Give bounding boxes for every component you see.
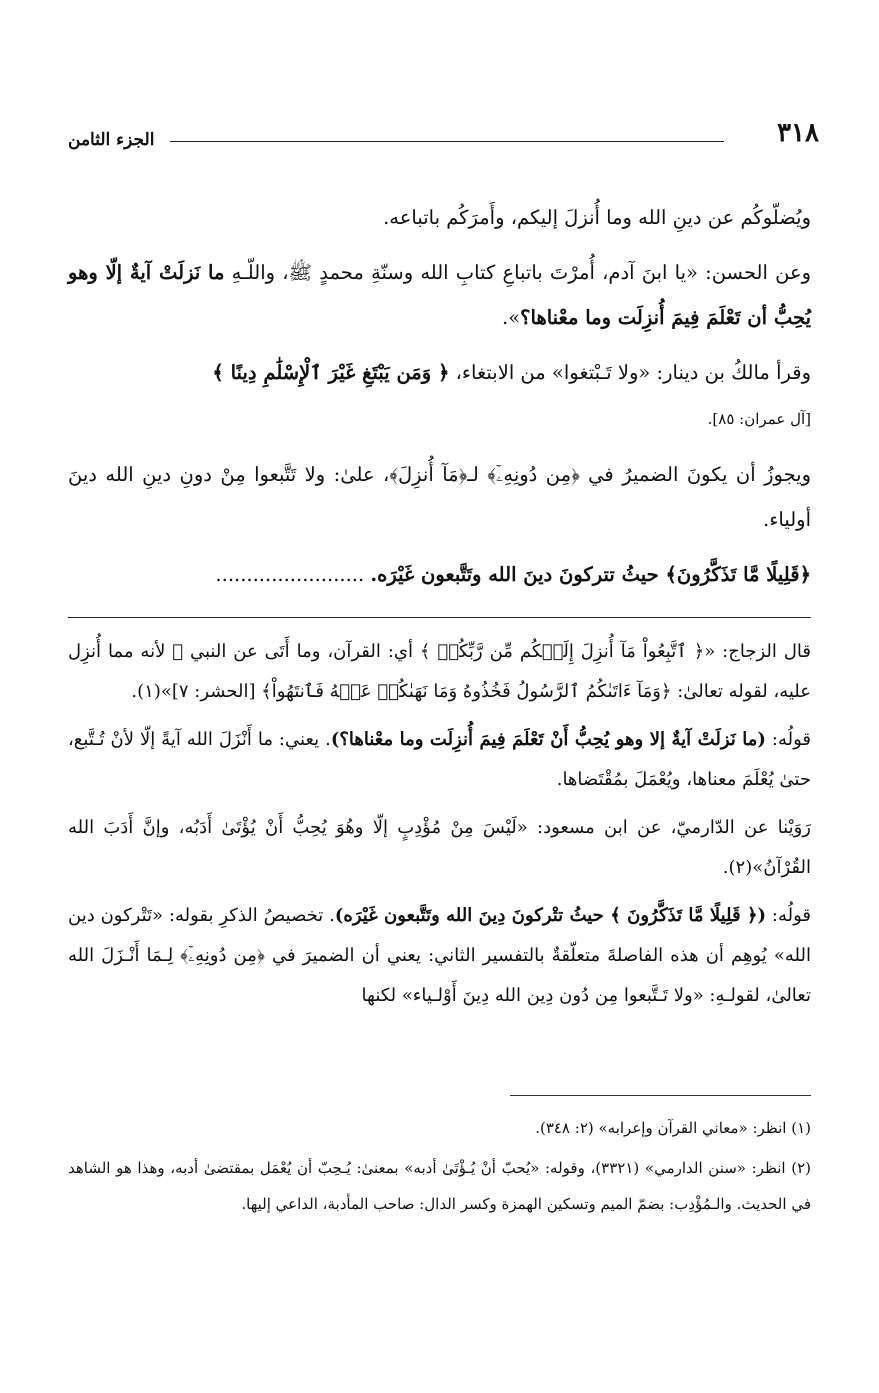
- commentary-text: [68, 632, 811, 1024]
- commentary-explanation: . تخصيصُ الذكرِ بقوله: «تَتْركون دين الله» يُوهِم أن هذه الفاصلةَ متعلّقةٌ بالتفسير الثاني: يعني أن الضميرَ في ﴿مِن دُونِهِۦٓ﴾ لِـمَا أَنْـزَلَ الله تعالىٰ، لقولـهِ: «ولا تَـتَّبعوا مِن دُون دِين الله دِينَ أَوْلـياء» لكنها: [68, 905, 811, 1006]
- footnote-1: (١) انظر: «معاني القرآن وإعرابه» (٢: ٣٤٨).: [535, 1119, 811, 1137]
- main-paragraph-5: [68, 552, 811, 597]
- commentary-explanation: . يعني: ما أَنْزَلَ الله آيةً إلّا لأنْ تُـتَّبع، حتىٰ يُعْلَمَ معناها، ويُعْمَلَ بمُقْتَضاها.: [68, 729, 811, 790]
- main-paragraph-2: [68, 250, 811, 340]
- main-paragraph-1: ويُضلّوكُم عن دينِ الله وما أُنزلَ إليكم، وأَمرَكُم باتباعه.: [383, 206, 811, 229]
- running-title: الجزء الثامن: [68, 130, 155, 150]
- commentary-paragraph-3: رَوَيْنا عن الدّارميّ، عن ابن مسعود: «لَيْسَ مِنْ مُؤْدِبٍ إلّا وهُوَ يُحِبُّ أَنْ يُؤْتَىٰ أَدَبُه، وإنَّ أَدَبَ الله القُرْآنُ»(٢).: [68, 817, 811, 878]
- footnote-2: (٢) انظر: «سنن الدارمي» (٣٣٢١)، وقوله: «يُحبّ أنْ يُـؤْتَىٰ أدبه» بمعنىٰ: يُـحِبّ أن يُعْمَل بمقتضىٰ أدبه، وهذا هو الشاهد في الحديث. والـمُؤْدِب: بضمّ الميم وتسكين الهمزة وكسر الدال: صاحب المأدبة، الداعي إليها.: [68, 1159, 812, 1213]
- section-divider: [68, 617, 811, 618]
- commentary-paragraph-1: قال الزجاج: «﴿ ٱتَّبِعُواْ مَآ أُنزِلَ إِلَيۡكُم مِّن رَّبِّكُمۡ ﴾ أي: القرآن، وما أَتَى عن النبي ﷺ لأنه مما أُنزِل عليه، لقوله تعالىٰ: ﴿وَمَآ ءَاتَىٰكُمُ ٱلرَّسُولُ فَخُذُوهُ وَمَا نَهَىٰكُمۡ عَنۡهُ فَٱنتَهُواْ﴾ [الحشر: ٧]»(١).: [68, 641, 811, 702]
- verse-explanation: ﴿قَلِيلًا مَّا تَذَكَّرُونَ﴾ حيثُ تتركونَ دينَ الله وتَتَّبعون غَيْرَه.: [370, 563, 811, 586]
- main-paragraph-4: ويجوزُ أن يكونَ الضميرُ في ﴿مِن دُونِهِۦٓ﴾ لـ﴿مَآ أُنزِلَ﴾، علىٰ: ولا تَتَّبعوا مِنْ دونِ دينِ الله دينَ أولياء.: [68, 463, 811, 531]
- commentary-paragraph-4: [68, 896, 811, 1016]
- ellipsis-dots: ........................: [215, 563, 365, 586]
- quoted-phrase: (﴿ قَلِيلًا مَّا تَذَكَّرُونَ ﴾ حيثُ تتْركونَ دِينَ الله وتَتَّبعون غَيْرَه): [334, 905, 767, 926]
- footnotes: [68, 1110, 811, 1226]
- hasan-quote-end: ».: [502, 306, 521, 329]
- page-number: ٣١٨: [777, 118, 819, 148]
- quoted-phrase: (ما نَزلَتْ آيةٌ إلا وهو يُحِبُّ أَنْ تَعْلَمَ فِيمَ أُنزِلَت وما معْناها؟): [330, 729, 766, 750]
- main-text: [68, 195, 811, 607]
- header-rule: [170, 141, 724, 142]
- verse-reference: [آل عمران: ٨٥].: [707, 410, 811, 428]
- main-paragraph-3: [68, 350, 811, 442]
- footnote-divider: [510, 1095, 811, 1096]
- qawluh-label: قولُه:: [766, 905, 812, 926]
- quran-verse: ﴿ وَمَن يَبْتَغِ غَيْرَ ٱلْإِسْلَٰمِ دِينًا ﴾: [212, 361, 450, 384]
- hasan-quote-bold: ما نَزلَتْ آيةٌ إلّا وهو يُحِبُّ أن تَعْلَمَ فِيمَ أُنزِلَت وما معْناها؟: [68, 261, 811, 329]
- qawluh-label: قولُه:: [765, 729, 812, 750]
- malik-reading: وقرأ مالكُ بن دينار: «ولا تَـبْتغوا» من الابتغاء،: [449, 361, 811, 384]
- page-header: [60, 118, 819, 168]
- hasan-quote-intro: وعن الحسن: «يا ابنَ آدم، أُمرْتَ باتباعِ كتابِ الله وسنّةِ محمدٍ ﷺ، واللّـهِ: [224, 261, 811, 284]
- commentary-paragraph-2: [68, 720, 811, 800]
